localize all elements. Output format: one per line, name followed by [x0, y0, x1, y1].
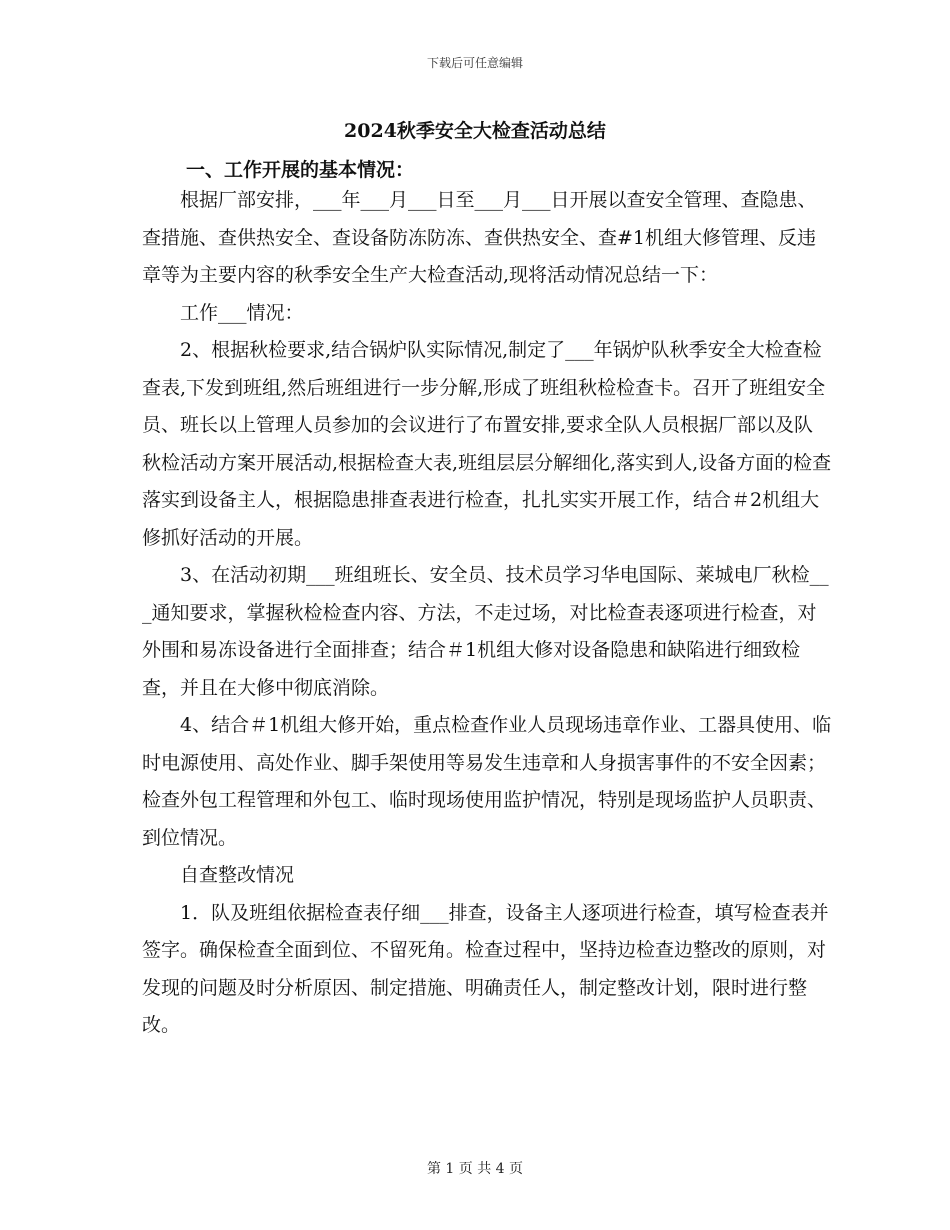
document-title: 2024秋季安全大检查活动总结: [344, 120, 606, 142]
paragraph-item-4: 4、结合＃1机组大修开始，重点检查作业人员现场违章作业、工器具使用、临时电源使用、高处作业、脚手架使用等易发生违章和人身损害事件的不安全因素；检查外包工程管理和外包工、临时现场使用监护情况，特别是现场监护人员职责、到位情况。: [142, 714, 832, 849]
paragraph-intro: 根据厂部安排，___年___月___日至___月___日开展以查安全管理、查隐患、查措施、查供热安全、查设备防冻防冻、查供热安全、查#1机组大修管理、反违章等为主要内容的秋季安全生产大检查活动,现将活动情况总结一下：: [142, 189, 817, 286]
header-note: 下载后可任意编辑: [426, 56, 523, 70]
paragraph-item-3: 3、在活动初期___班组班长、安全员、技术员学习华电国际、莱城电厂秋检___通知要求，掌握秋检检查内容、方法，不走过场，对比检查表逐项进行检查，对外围和易冻设备进行全面排查；结合＃1机组大修对设备隐患和缺陷进行细致检查，并且在大修中彻底消除。: [142, 564, 829, 699]
paragraph-item-2: 2、根据秋检要求,结合锅炉队实际情况,制定了___年锅炉队秋季安全大检查检查表,下发到班组,然后班组进行一步分解,形成了班组秋检检查卡。召开了班组安全员、班长以上管理人员参加的会议进行了布置安排,要求全队人员根据厂部以及队秋检活动方案开展活动,根据检查大表,班组层层分解细化,落实到人,设备方面的检查落实到设备主人，根据隐患排查表进行检查，扎扎实实开展工作，结合＃2机组大修抓好活动的开展。: [142, 339, 832, 549]
paragraph-work-status: 工作___情况：: [180, 301, 304, 324]
paragraph-self-check-1: 1．队及班组依据检查表仔细___排查，设备主人逐项进行检查，填写检查表并签字。确保检查全面到位、不留死角。检查过程中，坚持边检查边整改的原则，对发现的问题及时分析原因、制定措施、明确责任人，制定整改计划，限时进行整改。: [142, 901, 829, 1036]
document-body: [142, 182, 832, 1045]
paragraph-self-check-heading: 自查整改情况: [180, 864, 295, 886]
section-heading: 一、工作开展的基本情况：: [186, 159, 415, 181]
page-footer: 第 1 页 共 4 页: [426, 1161, 524, 1177]
